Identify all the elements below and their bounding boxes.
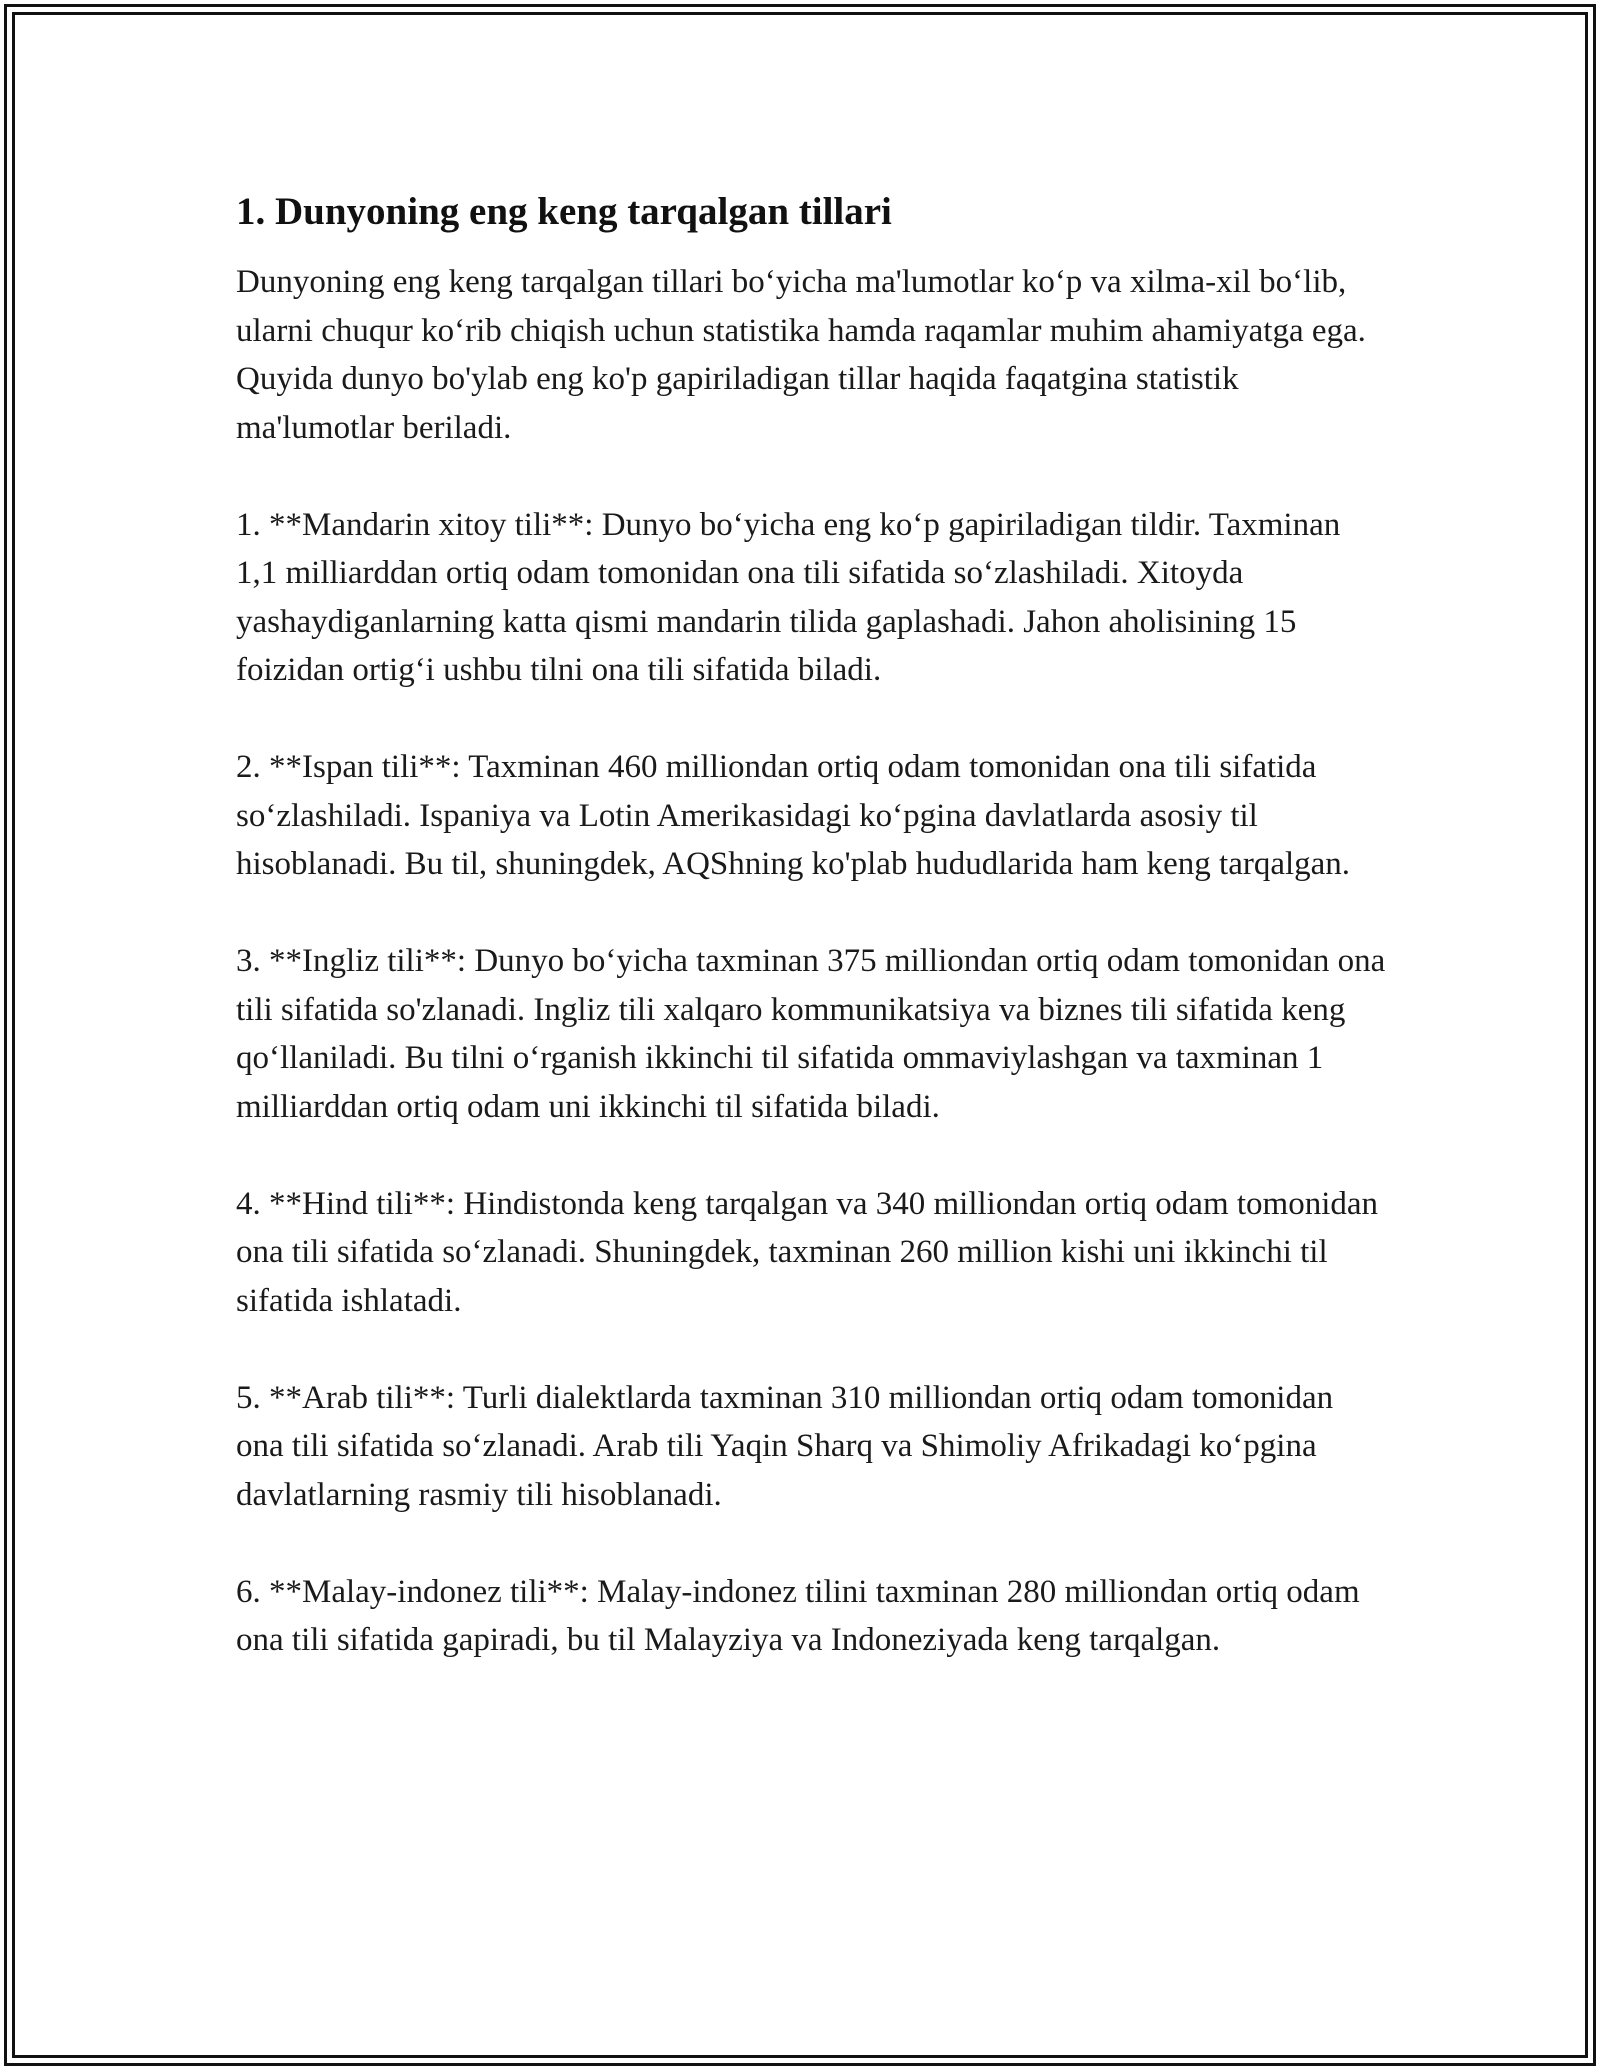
list-item-mandarin: 1. **Mandarin xitoy tili**: Dunyo bo‘yicha eng ko‘p gapiriladigan tildir. Taxminan 1,1 milliarddan ortiq odam tomonidan ona tili sifatida so‘zlashiladi. Xitoyda yashaydiganlarning katta qismi mandarin tilida gaplashadi. Jahon aholisining 15 foizidan ortig‘i ushbu tilni ona tili sifatida biladi. xyxy=(236,506,1341,688)
list-item-malay-indonesian: 6. **Malay-indonez tili**: Malay-indonez tilini taxminan 280 milliondan ortiq odam ona tili sifatida gapiradi, bu til Malayziya va Indoneziyada keng tarqalgan. xyxy=(236,1573,1360,1658)
list-item-english: 3. **Ingliz tili**: Dunyo bo‘yicha taxminan 375 milliondan ortiq odam tomonidan ona tili sifatida so'zlanadi. Ingliz tili xalqaro kommunikatsiya va biznes tili sifatida keng qo‘llaniladi. Bu tilni o‘rganish ikkinchi til sifatida ommaviylashgan va taxminan 1 milliarddan ortiq odam uni ikkinchi til sifatida biladi. xyxy=(236,943,1386,1125)
intro-paragraph: Dunyoning eng keng tarqalgan tillari bo‘yicha ma'lumotlar ko‘p va xilma-xil bo‘lib, ularni chuqur ko‘rib chiqish uchun statistika hamda raqamlar muhim ahamiyatga ega. Quyida dunyo bo'ylab eng ko'p gapiriladigan tillar haqida faqatgina statistik ma'lumotlar beriladi. xyxy=(236,264,1366,446)
list-item-spanish: 2. **Ispan tili**: Taxminan 460 milliondan ortiq odam tomonidan ona tili sifatida so‘zlashiladi. Ispaniya va Lotin Amerikasidagi ko‘pgina davlatlarda asosiy til hisoblanadi. Bu til, shuningdek, AQShning ko'plab hududlarida ham keng tarqalgan. xyxy=(236,749,1351,882)
document-body xyxy=(236,186,1386,1713)
list-item-arabic: 5. **Arab tili**: Turli dialektlarda taxminan 310 milliondan ortiq odam tomonidan ona tili sifatida so‘zlanadi. Arab tili Yaqin Sharq va Shimoliy Afrikadagi ko‘pgina davlatlarning rasmiy tili hisoblanadi. xyxy=(236,1379,1334,1513)
list-item-hindi: 4. **Hind tili**: Hindistonda keng tarqalgan va 340 milliondan ortiq odam tomonidan ona tili sifatida so‘zlanadi. Shuningdek, taxminan 260 million kishi uni ikkinchi til sifatida ishlatadi. xyxy=(236,1185,1379,1319)
section-heading: 1. Dunyoning eng keng tarqalgan tillari xyxy=(236,190,892,233)
